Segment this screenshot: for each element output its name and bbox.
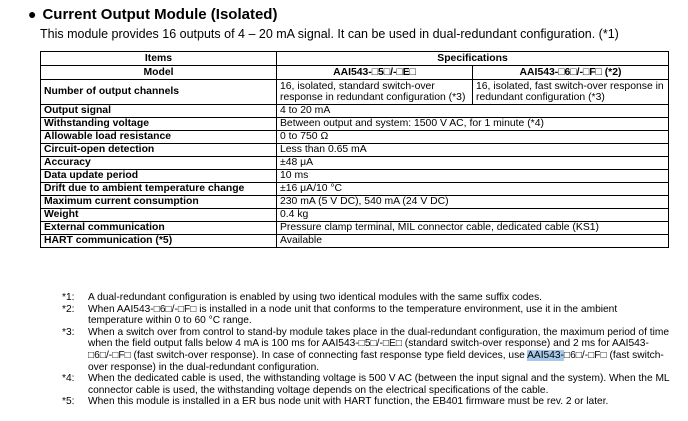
row-label: Accuracy [41, 157, 277, 170]
footnote [62, 396, 672, 408]
title-text: Current Output Module (Isolated) [42, 6, 278, 23]
row-label: Withstanding voltage [41, 118, 277, 131]
row-value: Less than 0.65 mA [277, 144, 669, 157]
row-value: ±48 μA [277, 157, 669, 170]
header-specifications: Specifications [277, 52, 669, 66]
footnote [62, 373, 672, 396]
row-label: Output signal [41, 105, 277, 118]
row-label: Data update period [41, 170, 277, 183]
footnote-number: *2: [62, 303, 75, 315]
spec-table [40, 51, 669, 248]
row-label: External communication [41, 222, 277, 235]
row-label: Weight [41, 209, 277, 222]
row-label: Drift due to ambient temperature change [41, 183, 277, 196]
footnotes [62, 292, 672, 408]
footnote-number: *3: [62, 326, 75, 338]
row-value: 10 ms [277, 170, 669, 183]
channels-row [41, 80, 669, 105]
row-value: ±16 μA/10 °C [277, 183, 669, 196]
model-b: AAI543-□6□/-□F□ (*2) [473, 66, 669, 80]
table-row [41, 222, 669, 235]
footnote [62, 292, 672, 304]
row-label: Maximum current consumption [41, 196, 277, 209]
footnote-text [88, 327, 672, 373]
bullet-icon: ● [28, 6, 37, 22]
footnote [62, 327, 672, 373]
table-row [41, 209, 669, 222]
page-title [28, 6, 277, 23]
footnote-number: *4: [62, 373, 75, 385]
row-value: 4 to 20 mA [277, 105, 669, 118]
row-value: 0 to 750 Ω [277, 131, 669, 144]
footnote-text-part: □6□/-□F□ (fast switch-over response) in the dual-redundant configuration. [88, 349, 664, 373]
table-header-row [41, 52, 669, 66]
row-value: Pressure clamp terminal, MIL connector cable, dedicated cable (KS1) [277, 222, 669, 235]
table-row [41, 118, 669, 131]
row-value: 0.4 kg [277, 209, 669, 222]
table-row [41, 105, 669, 118]
model-a: AAI543-□5□/-□E□ [277, 66, 473, 80]
footnote-number: *1: [62, 292, 75, 303]
row-value: Available [277, 235, 669, 248]
table-row [41, 196, 669, 209]
channels-label: Number of output channels [41, 80, 277, 105]
footnote-text: When the dedicated cable is used, the withstanding voltage is 500 V AC (between the input signal and the system). When the ML connector cable is used, the withstanding voltage depends on the electrical specifications of the cable. [88, 373, 670, 396]
channels-value-a: 16, isolated, standard switch-over response in redundant configuration (*3) [277, 80, 473, 105]
footnote-number: *5: [62, 396, 75, 408]
table-row [41, 183, 669, 196]
row-value: 230 mA (5 V DC), 540 mA (24 V DC) [277, 196, 669, 209]
intro-text: This module provides 16 outputs of 4 – 20 mA signal. It can be used in dual-redundant configuration. (*1) [40, 27, 619, 41]
row-label: Circuit-open detection [41, 144, 277, 157]
footnote-text-part: When a switch over from control to stand-by module takes place in the dual-redundant configuration, the maximum period of time when the field output falls below 4 mA is 100 ms for AAI543-□5□/-□E□ (standard switch-over response) and 2 ms for AAI543-□6□/-□F□ (fast switch-over response). In case of connecting fast response type field devices, use [88, 326, 669, 361]
table-row [41, 157, 669, 170]
table-row [41, 131, 669, 144]
header-items: Items [41, 52, 277, 66]
footnote-text: When AAI543-□6□/-□F□ is installed in a node unit that conforms to the temperature environment, use it in the ambient temperature within 0 to 60 °C range. [88, 303, 618, 327]
row-value: Between output and system: 1500 V AC, for 1 minute (*4) [277, 118, 669, 131]
footnote [62, 304, 672, 327]
model-row [41, 66, 669, 80]
channels-value-b: 16, isolated, fast switch-over response in redundant configuration (*3) [473, 80, 669, 105]
selected-text-highlight[interactable]: AAI543- [527, 349, 564, 361]
model-label: Model [41, 66, 277, 80]
footnote-text: When this module is installed in a ER bus node unit with HART function, the EB401 firmware must be rev. 2 or later. [88, 396, 609, 408]
table-row [41, 144, 669, 157]
table-row [41, 170, 669, 183]
row-label: Allowable load resistance [41, 131, 277, 144]
row-label: HART communication (*5) [41, 235, 277, 248]
footnote-text: A dual-redundant configuration is enabled by using two identical modules with the same suffix codes. [88, 292, 542, 303]
table-row [41, 235, 669, 248]
